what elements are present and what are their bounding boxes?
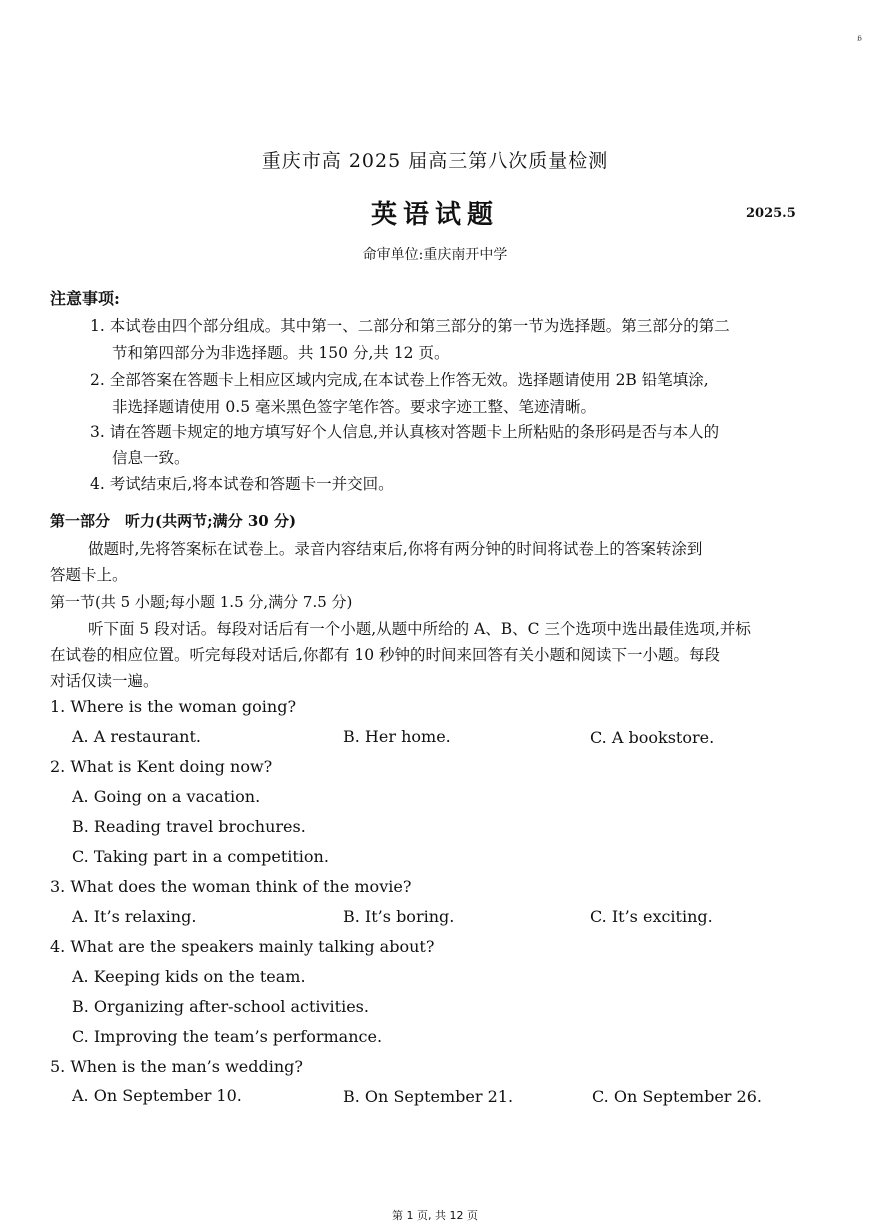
part1-heading: 第一部分 听力(共两节;满分 30 分): [50, 512, 297, 530]
section1-intro-line-3: 对话仅读一遍。: [50, 672, 159, 690]
question-3-option-c: C. It’s exciting.: [590, 907, 713, 926]
notice-item-1-line-1: 1. 本试卷由四个部分组成。其中第一、二部分和第三部分的第一节为选择题。第三部分的第二: [90, 317, 730, 335]
question-3-option-a: A. It’s relaxing.: [72, 907, 197, 926]
subject-title: 英语试题: [370, 200, 499, 230]
section1-intro-line-1: 听下面 5 段对话。每段对话后有一个小题,从题中所给的 A、B、C 三个选项中选出最佳选项,并标: [88, 620, 751, 638]
corner-mark: ᵍ: [857, 30, 862, 44]
notice-item-3-line-1: 3. 请在答题卡规定的地方填写好个人信息,并认真核对答题卡上所粘贴的条形码是否与本人的: [90, 423, 720, 441]
question-1-option-c: C. A bookstore.: [590, 728, 715, 747]
question-5-option-b: B. On September 21.: [343, 1087, 514, 1106]
question-2-option-b: B. Reading travel brochures.: [72, 817, 306, 836]
notice-item-1-line-2: 节和第四部分为非选择题。共 150 分,共 12 页。: [112, 344, 450, 362]
question-3-option-b: B. It’s boring.: [343, 907, 455, 926]
exam-date: 2025.5: [746, 206, 796, 221]
question-1-option-a: A. A restaurant.: [72, 727, 201, 746]
part1-intro-line-2: 答题卡上。: [50, 566, 128, 584]
exam-title: 重庆市高 2025 届高三第八次质量检测: [261, 150, 609, 172]
question-4: 4. What are the speakers mainly talking about?: [50, 937, 435, 956]
question-2-option-a: A. Going on a vacation.: [72, 787, 261, 806]
setting-unit: 命审单位:重庆南开中学: [362, 247, 508, 263]
notice-item-4-line-1: 4. 考试结束后,将本试卷和答题卡一并交回。: [90, 475, 394, 493]
notice-item-3-line-2: 信息一致。: [112, 449, 190, 467]
question-4-option-c: C. Improving the team’s performance.: [72, 1027, 383, 1046]
section1-heading: 第一节(共 5 小题;每小题 1.5 分,满分 7.5 分): [50, 593, 353, 611]
notice-item-2-line-2: 非选择题请使用 0.5 毫米黑色签字笔作答。要求字迹工整、笔迹清晰。: [112, 398, 597, 416]
question-5: 5. When is the man’s wedding?: [50, 1057, 303, 1076]
question-1-option-b: B. Her home.: [343, 727, 451, 746]
notice-heading: 注意事项:: [50, 289, 120, 308]
question-1: 1. Where is the woman going?: [50, 697, 297, 716]
question-5-option-a: A. On September 10.: [72, 1086, 242, 1105]
question-4-option-b: B. Organizing after-school activities.: [72, 997, 369, 1016]
question-5-option-c: C. On September 26.: [592, 1087, 762, 1106]
question-2: 2. What is Kent doing now?: [50, 757, 273, 776]
page-footer: 第 1 页, 共 12 页: [392, 1209, 478, 1222]
question-2-option-c: C. Taking part in a competition.: [72, 847, 329, 866]
part1-intro-line-1: 做题时,先将答案标在试卷上。录音内容结束后,你将有两分钟的时间将试卷上的答案转涂到: [88, 540, 703, 558]
notice-item-2-line-1: 2. 全部答案在答题卡上相应区域内完成,在本试卷上作答无效。选择题请使用 2B 铅笔填涂,: [90, 371, 709, 389]
section1-intro-line-2: 在试卷的相应位置。听完每段对话后,你都有 10 秒钟的时间来回答有关小题和阅读下一小题。每段: [50, 646, 721, 664]
question-4-option-a: A. Keeping kids on the team.: [72, 967, 306, 986]
question-3: 3. What does the woman think of the movie?: [50, 877, 412, 896]
